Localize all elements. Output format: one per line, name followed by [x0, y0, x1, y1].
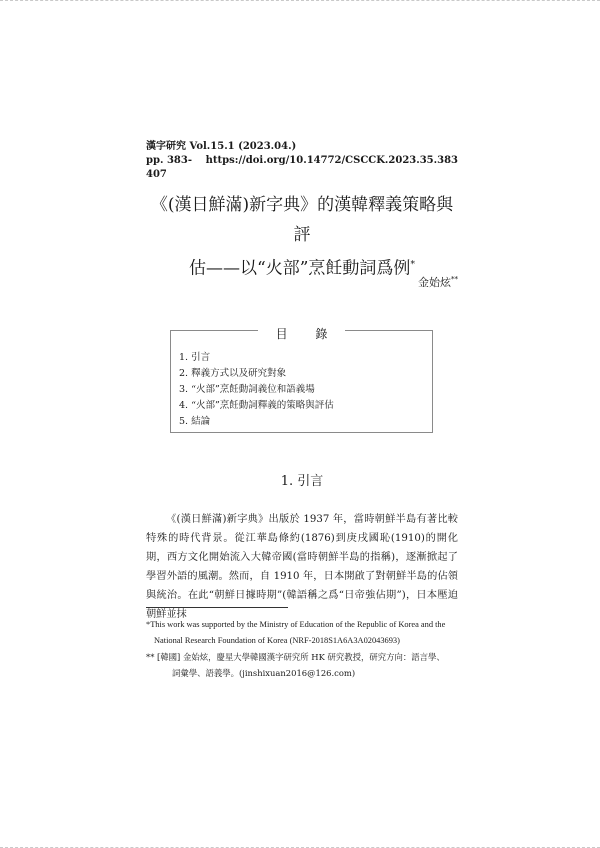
- doi-link[interactable]: https://doi.org/10.14772/CSCCK.2023.35.383: [205, 155, 458, 166]
- footnote-2: [146, 649, 458, 681]
- title-line-1: 《(漢日鮮滿)新字典》的漢韓釋義策略與評: [150, 195, 454, 245]
- author-name: 金始炫: [418, 276, 451, 289]
- footnote-2-line-2: 詞彙學、語義學。(jinshixuan2016@126.com): [172, 668, 356, 678]
- footnote-1: [146, 617, 458, 649]
- journal-header: [146, 140, 458, 182]
- footnote-1-line-2: National Research Foundation of Korea (NRF-2018S1A6A3A02043693): [154, 636, 400, 645]
- journal-info: 漢字研究 Vol.15.1 (2023.04.): [146, 141, 297, 152]
- toc-item-5[interactable]: 5. 結論: [179, 416, 211, 427]
- title-line-2: 估——以“火部”烹飪動詞爲例: [189, 258, 411, 279]
- page-top-edge: [0, 0, 600, 3]
- body-paragraph: 《(漢日鮮滿)新字典》出版於 1937 年，當時朝鮮半島有著比較特殊的時代背景。從江華島條約(1876)到庚戌國恥(1910)的開化期，西方文化開始流入大韓帝國(當時朝鮮半島的指稱)，逐漸掀起了學習外語的風潮。然而，自 1910 年，日本開啟了對朝鮮半島的佔領與統治。在此“朝鮮日據時期”(韓語稱之爲“日帝強佔期”)，日本壓迫朝鮮並抹: [146, 514, 458, 620]
- table-of-contents: [170, 327, 433, 433]
- footnote-2-line-1: ** [韓國] 金始炫，慶星大學韓國漢字研究所 HK 研究教授，研究方向：語言學、: [146, 652, 445, 662]
- footnote-1-line-1: *This work was supported by the Ministry of Education of the Republic of Korea and the: [146, 620, 446, 629]
- footnote-divider: [146, 607, 288, 608]
- author-footnote-mark[interactable]: **: [451, 275, 458, 284]
- toc-heading: 目 錄: [258, 327, 346, 341]
- toc-item-3[interactable]: 3. “火部”烹飪動詞義位和語義場: [179, 384, 315, 395]
- paper-title: [146, 190, 458, 284]
- toc-item-2[interactable]: 2. 釋義方式以及研究對象: [179, 368, 287, 379]
- toc-item-1[interactable]: 1. 引言: [179, 352, 211, 363]
- toc-item-4[interactable]: 4. “火部”烹飪動詞釋義的策略與評估: [179, 400, 334, 411]
- page-range: pp. 383-407: [146, 155, 192, 180]
- section-heading: 1. 引言: [280, 474, 324, 489]
- author: [418, 274, 458, 290]
- title-footnote-mark[interactable]: *: [410, 260, 415, 270]
